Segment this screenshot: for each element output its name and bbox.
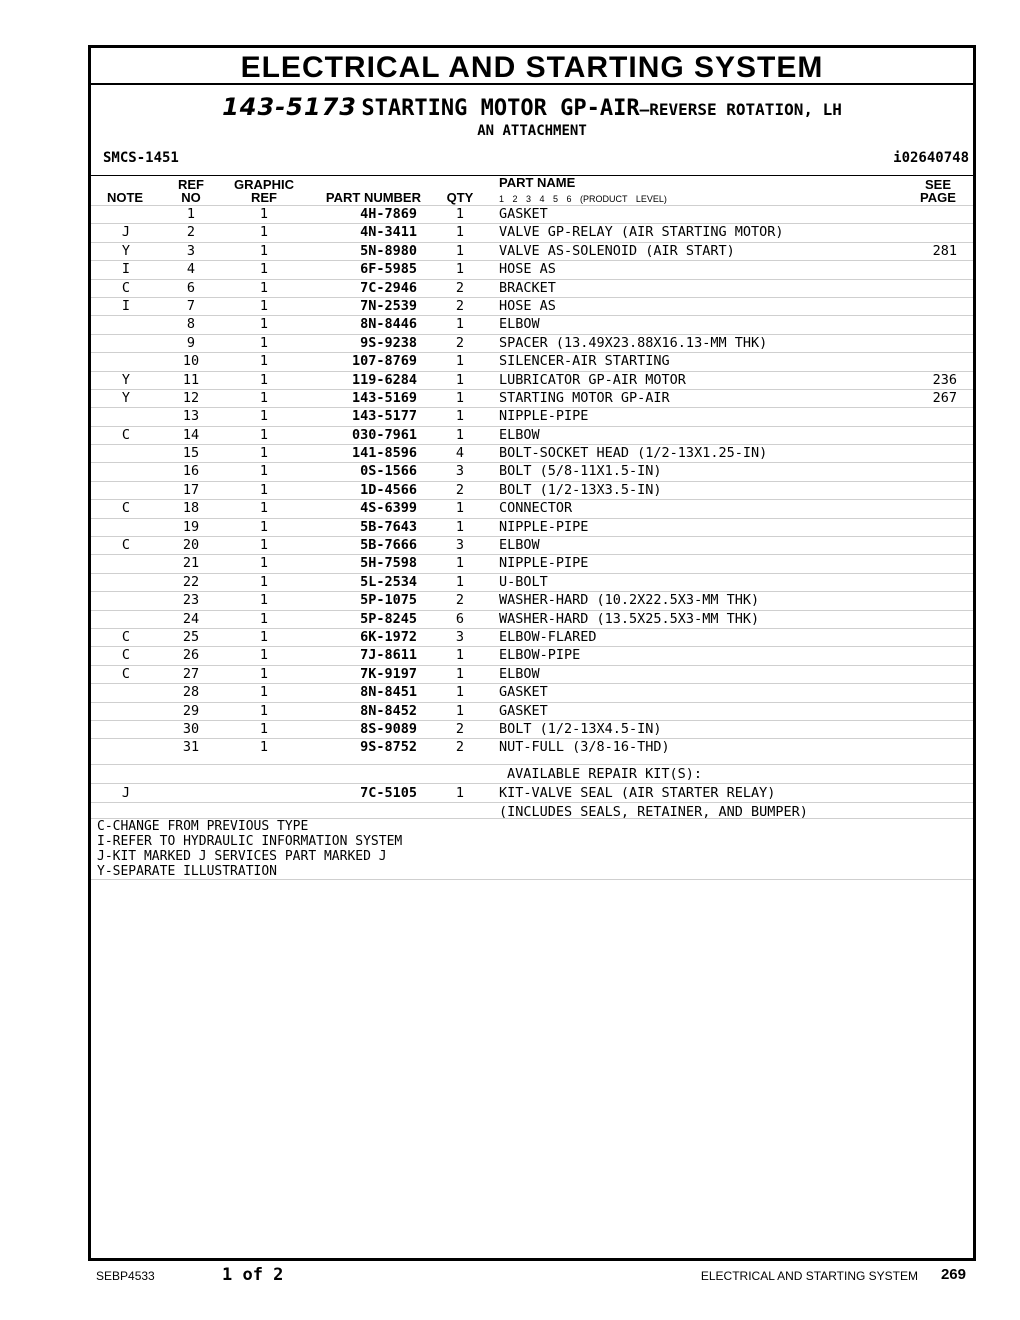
part-qty: 3	[455, 537, 465, 554]
part-ref-no: 16	[182, 463, 200, 480]
table-row	[91, 389, 973, 407]
column-graphic-ref-top: GRAPHIC	[234, 177, 294, 192]
part-graphic-ref: 1	[259, 389, 269, 406]
part-name: NIPPLE-PIPE	[499, 408, 589, 425]
part-ref-no: 23	[182, 592, 200, 609]
part-name: HOSE AS	[499, 261, 556, 278]
table-row	[91, 518, 973, 536]
table-row	[91, 554, 973, 572]
column-note: NOTE	[106, 190, 144, 205]
part-name: BOLT (1/2-13X4.5-IN)	[499, 720, 662, 737]
column-see-page-top: SEE	[924, 177, 951, 192]
part-ref-no: 26	[182, 647, 200, 664]
part-see-page: 281	[932, 242, 957, 259]
part-qty: 2	[455, 297, 465, 314]
part-name: U-BOLT	[499, 573, 548, 590]
part-qty: 1	[455, 224, 465, 241]
group-title	[91, 92, 973, 126]
part-graphic-ref: 1	[259, 316, 269, 333]
table-row	[91, 205, 973, 223]
part-name: VALVE AS-SOLENOID (AIR START)	[499, 242, 735, 259]
part-number: 119-6284	[351, 371, 417, 388]
part-graphic-ref: 1	[259, 334, 269, 351]
repair-kit-part-number: 7C-5105	[360, 785, 417, 801]
part-qty: 1	[455, 316, 465, 333]
part-note: J	[121, 224, 131, 241]
part-number: 5L-2534	[360, 573, 417, 590]
part-qty: 3	[455, 628, 465, 645]
part-see-page: 267	[932, 389, 957, 406]
repair-kit-name-continued: (INCLUDES SEALS, RETAINER, AND BUMPER)	[499, 804, 808, 820]
part-ref-no: 10	[182, 353, 200, 370]
table-row	[91, 646, 973, 664]
sheet-indicator: 1 of 2	[222, 1265, 284, 1285]
part-note: C	[121, 279, 131, 296]
part-number: 8S-9089	[360, 720, 417, 737]
part-qty: 1	[455, 426, 465, 443]
part-name: WASHER-HARD (13.5X25.5X3-MM THK)	[499, 610, 760, 627]
part-ref-no: 29	[182, 702, 200, 719]
part-name: BOLT (5/8-11X1.5-IN)	[499, 463, 662, 480]
part-ref-no: 13	[182, 408, 200, 425]
part-graphic-ref: 1	[259, 242, 269, 259]
part-qty: 1	[455, 573, 465, 590]
part-graphic-ref: 1	[259, 610, 269, 627]
part-note: C	[121, 426, 131, 443]
part-ref-no: 4	[186, 261, 196, 278]
table-row	[91, 426, 973, 444]
table-row	[91, 573, 973, 591]
table-row	[91, 279, 973, 297]
part-graphic-ref: 1	[259, 720, 269, 737]
part-qty: 2	[455, 481, 465, 498]
part-qty: 1	[455, 555, 465, 572]
part-see-page: 236	[932, 371, 957, 388]
part-number: 143-5177	[351, 408, 417, 425]
part-graphic-ref: 1	[259, 702, 269, 719]
part-graphic-ref: 1	[259, 573, 269, 590]
part-number: 6K-1972	[360, 628, 417, 645]
parts-table	[91, 205, 973, 757]
part-ref-no: 2	[186, 224, 196, 241]
illustration-id: i02640748	[893, 150, 969, 166]
part-name: VALVE GP-RELAY (AIR STARTING MOTOR)	[499, 224, 784, 241]
part-ref-no: 17	[182, 481, 200, 498]
part-graphic-ref: 1	[259, 224, 269, 241]
table-row	[91, 738, 973, 756]
repair-kit-name: KIT-VALVE SEAL (AIR STARTER RELAY)	[499, 785, 776, 801]
part-name: SPACER (13.49X23.88X16.13-MM THK)	[499, 334, 768, 351]
part-name: BRACKET	[499, 279, 556, 296]
column-part-number: PART NUMBER	[325, 190, 421, 205]
part-name: ELBOW	[499, 537, 540, 554]
column-product-level: 1 2 3 4 5 6 (PRODUCT LEVEL)	[499, 194, 667, 204]
column-see-page-bottom: PAGE	[920, 190, 956, 205]
legend-item: Y-SEPARATE ILLUSTRATION	[97, 864, 278, 879]
part-ref-no: 20	[182, 537, 200, 554]
part-name: BOLT-SOCKET HEAD (1/2-13X1.25-IN)	[499, 445, 768, 462]
table-row	[91, 223, 973, 241]
part-name: NUT-FULL (3/8-16-THD)	[499, 739, 670, 756]
part-number: 107-8769	[351, 353, 417, 370]
part-qty: 6	[455, 610, 465, 627]
table-row	[91, 702, 973, 720]
column-ref-no-bottom: NO	[181, 190, 201, 205]
part-graphic-ref: 1	[259, 206, 269, 222]
part-qty: 1	[455, 500, 465, 517]
part-graphic-ref: 1	[259, 297, 269, 314]
part-number: 1D-4566	[360, 481, 417, 498]
part-name: NIPPLE-PIPE	[499, 518, 589, 535]
part-qty: 1	[455, 371, 465, 388]
part-ref-no: 1	[186, 206, 196, 222]
part-ref-no: 18	[182, 500, 200, 517]
part-qty: 1	[455, 665, 465, 682]
part-note: C	[121, 500, 131, 517]
part-qty: 1	[455, 684, 465, 701]
part-ref-no: 28	[182, 684, 200, 701]
table-row	[91, 462, 973, 480]
part-ref-no: 24	[182, 610, 200, 627]
part-ref-no: 6	[186, 279, 196, 296]
table-row	[91, 720, 973, 738]
part-note: I	[121, 261, 131, 278]
part-ref-no: 3	[186, 242, 196, 259]
smcs-code: SMCS-1451	[103, 150, 179, 166]
repair-kit-note: J	[121, 785, 131, 801]
part-graphic-ref: 1	[259, 518, 269, 535]
part-number: 4S-6399	[360, 500, 417, 517]
part-qty: 2	[455, 279, 465, 296]
part-ref-no: 12	[182, 389, 200, 406]
part-note: I	[121, 297, 131, 314]
part-ref-no: 14	[182, 426, 200, 443]
part-note: C	[121, 537, 131, 554]
part-qty: 1	[455, 242, 465, 259]
part-ref-no: 11	[182, 371, 200, 388]
column-ref-no-top: REF	[178, 177, 204, 192]
part-ref-no: 8	[186, 316, 196, 333]
part-number: 143-5169	[351, 389, 417, 406]
table-row	[91, 407, 973, 425]
column-part-name: PART NAME	[499, 175, 576, 190]
legend-item: J-KIT MARKED J SERVICES PART MARKED J	[97, 849, 387, 864]
part-qty: 1	[455, 206, 465, 222]
part-graphic-ref: 1	[259, 463, 269, 480]
part-qty: 1	[455, 647, 465, 664]
part-ref-no: 21	[182, 555, 200, 572]
repair-kits	[91, 764, 973, 821]
part-note: C	[121, 647, 131, 664]
part-number: 9S-8752	[360, 739, 417, 756]
table-row	[91, 315, 973, 333]
part-name: CONNECTOR	[499, 500, 573, 517]
table-row	[91, 499, 973, 517]
part-graphic-ref: 1	[259, 739, 269, 756]
part-qty: 1	[455, 408, 465, 425]
part-name: ELBOW-PIPE	[499, 647, 581, 664]
table-row	[91, 371, 973, 389]
part-number: 9S-9238	[360, 334, 417, 351]
part-graphic-ref: 1	[259, 628, 269, 645]
document-number: SEBP4533	[96, 1269, 155, 1283]
part-qty: 2	[455, 334, 465, 351]
part-name: LUBRICATOR GP-AIR MOTOR	[499, 371, 686, 388]
part-qty: 1	[455, 261, 465, 278]
part-qty: 2	[455, 592, 465, 609]
part-name: GASKET	[499, 684, 548, 701]
repair-kit-qty: 1	[455, 785, 465, 801]
table-row	[91, 444, 973, 462]
part-number: 7C-2946	[360, 279, 417, 296]
part-ref-no: 9	[186, 334, 196, 351]
part-number: 5P-8245	[360, 610, 417, 627]
part-qty: 1	[455, 702, 465, 719]
legend-item: I-REFER TO HYDRAULIC INFORMATION SYSTEM	[97, 834, 403, 849]
repair-kit-heading-row	[91, 764, 973, 783]
part-number: 8N-8451	[360, 684, 417, 701]
table-row	[91, 536, 973, 554]
part-number: 8N-8452	[360, 702, 417, 719]
table-row	[91, 481, 973, 499]
legend-item: C-CHANGE FROM PREVIOUS TYPE	[97, 819, 309, 834]
part-name: WASHER-HARD (10.2X22.5X3-MM THK)	[499, 592, 760, 609]
part-name: ELBOW	[499, 316, 540, 333]
table-row	[91, 242, 973, 260]
part-graphic-ref: 1	[259, 353, 269, 370]
part-graphic-ref: 1	[259, 371, 269, 388]
part-qty: 1	[455, 518, 465, 535]
parts-list-frame	[88, 45, 976, 1261]
notes-legend	[91, 818, 973, 880]
repair-kit-heading: AVAILABLE REPAIR KIT(S):	[507, 766, 703, 782]
part-name: GASKET	[499, 702, 548, 719]
part-graphic-ref: 1	[259, 261, 269, 278]
part-qty: 3	[455, 463, 465, 480]
part-graphic-ref: 1	[259, 279, 269, 296]
part-qty: 1	[455, 353, 465, 370]
part-graphic-ref: 1	[259, 426, 269, 443]
table-row	[91, 352, 973, 370]
part-ref-no: 31	[182, 739, 200, 756]
part-number: 5N-8980	[360, 242, 417, 259]
page-title: ELECTRICAL AND STARTING SYSTEM	[240, 51, 824, 84]
title-divider	[91, 83, 973, 85]
table-row	[91, 628, 973, 646]
part-name: STARTING MOTOR GP-AIR	[499, 389, 670, 406]
part-qty: 1	[455, 389, 465, 406]
part-graphic-ref: 1	[259, 555, 269, 572]
table-row	[91, 297, 973, 315]
part-number: 4N-3411	[360, 224, 417, 241]
part-qty: 4	[455, 445, 465, 462]
group-name: STARTING MOTOR GP-AIR	[361, 96, 640, 121]
part-graphic-ref: 1	[259, 408, 269, 425]
part-ref-no: 27	[182, 665, 200, 682]
part-note: C	[121, 665, 131, 682]
part-number: 030-7961	[351, 426, 417, 443]
part-number: 7K-9197	[360, 665, 417, 682]
part-graphic-ref: 1	[259, 665, 269, 682]
part-ref-no: 19	[182, 518, 200, 535]
part-number: 0S-1566	[360, 463, 417, 480]
part-ref-no: 7	[186, 297, 196, 314]
part-qty: 2	[455, 739, 465, 756]
part-number: 8N-8446	[360, 316, 417, 333]
part-number: 5H-7598	[360, 555, 417, 572]
part-note: C	[121, 628, 131, 645]
table-row	[91, 610, 973, 628]
table-row	[91, 591, 973, 609]
part-note: Y	[121, 371, 131, 388]
part-graphic-ref: 1	[259, 592, 269, 609]
part-number: 6F-5985	[360, 261, 417, 278]
part-note: Y	[121, 389, 131, 406]
column-qty: QTY	[446, 190, 474, 205]
part-name: HOSE AS	[499, 297, 556, 314]
part-graphic-ref: 1	[259, 445, 269, 462]
part-number: 5B-7666	[360, 537, 417, 554]
part-name: NIPPLE-PIPE	[499, 555, 589, 572]
part-graphic-ref: 1	[259, 537, 269, 554]
part-number: 5B-7643	[360, 518, 417, 535]
part-name: GASKET	[499, 206, 548, 222]
table-row	[91, 683, 973, 701]
page-number: 269	[940, 1266, 966, 1283]
group-part-number: 143-5173	[222, 93, 357, 121]
part-number: 7J-8611	[360, 647, 417, 664]
part-ref-no: 30	[182, 720, 200, 737]
part-qty: 2	[455, 720, 465, 737]
part-ref-no: 15	[182, 445, 200, 462]
footer-section: ELECTRICAL AND STARTING SYSTEM	[700, 1269, 918, 1283]
attachment-label: AN ATTACHMENT	[477, 123, 587, 139]
part-number: 5P-1075	[360, 592, 417, 609]
repair-kit-row	[91, 783, 973, 802]
part-graphic-ref: 1	[259, 684, 269, 701]
part-name: ELBOW-FLARED	[499, 628, 597, 645]
part-note: Y	[121, 242, 131, 259]
part-number: 7N-2539	[360, 297, 417, 314]
part-name: ELBOW	[499, 665, 540, 682]
part-number: 141-8596	[351, 445, 417, 462]
column-graphic-ref-bottom: REF	[251, 190, 277, 205]
table-row	[91, 260, 973, 278]
part-ref-no: 22	[182, 573, 200, 590]
table-row	[91, 334, 973, 352]
part-graphic-ref: 1	[259, 500, 269, 517]
table-row	[91, 665, 973, 683]
part-name: ELBOW	[499, 426, 540, 443]
group-suffix: —REVERSE ROTATION, LH	[639, 100, 842, 119]
part-name: SILENCER-AIR STARTING	[499, 353, 670, 370]
part-graphic-ref: 1	[259, 647, 269, 664]
part-graphic-ref: 1	[259, 481, 269, 498]
part-name: BOLT (1/2-13X3.5-IN)	[499, 481, 662, 498]
part-number: 4H-7869	[360, 206, 417, 222]
part-ref-no: 25	[182, 628, 200, 645]
